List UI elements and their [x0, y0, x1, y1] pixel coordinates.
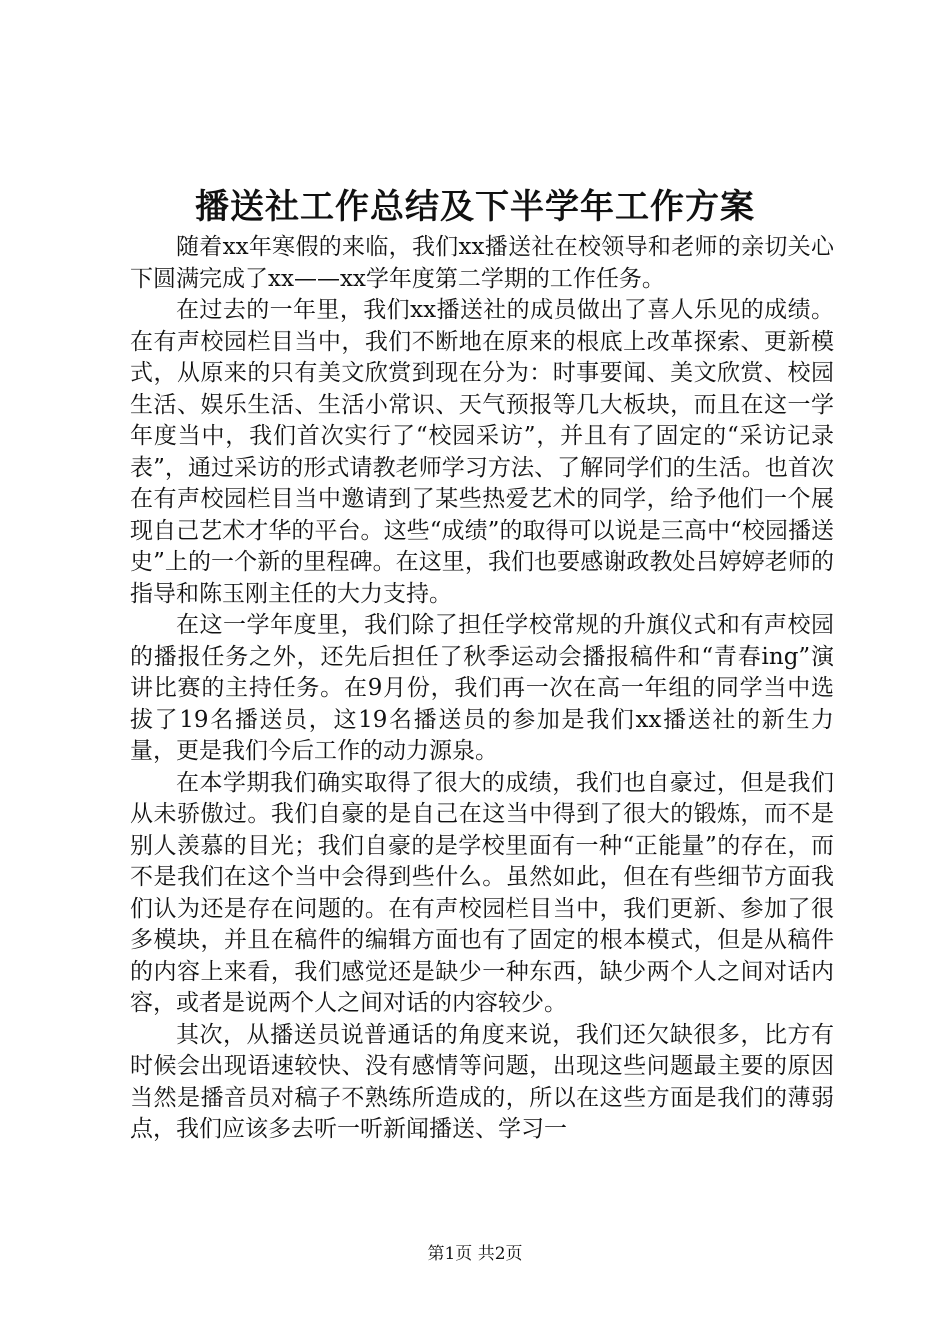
document-title: 播送社工作总结及下半学年工作方案 — [195, 187, 755, 227]
document-body — [130, 232, 834, 1146]
page-number-footer: 第1页 共2页 — [427, 1244, 523, 1264]
paragraph-4: 在本学期我们确实取得了很大的成绩，我们也自豪过，但是我们从未骄傲过。我们自豪的是自己在这当中得到了很大的锻炼，而不是别人羡慕的目光；我们自豪的是学校里面有一种“正能量”的存在，而不是我们在这个当中会得到些什么。虽然如此，但在有些细节方面我们认为还是存在问题的。在有声校园栏目当中，我们更新、参加了很多模块，并且在稿件的编辑方面也有了固定的根本模式，但是从稿件的内容上来看，我们感觉还是缺少一种东西，缺少两个人之间对话内容，或者是说两个人之间对话的内容较少。 — [130, 769, 834, 1016]
paragraph-1: 随着xx年寒假的来临，我们xx播送社在校领导和老师的亲切关心下圆满完成了xx——xx学年度第二学期的工作任务。 — [130, 234, 834, 292]
paragraph-2: 在过去的一年里，我们xx播送社的成员做出了喜人乐见的成绩。在有声校园栏目当中，我们不断地在原来的根底上改革探索、更新模式，从原来的只有美文欣赏到现在分为：时事要闻、美文欣赏、校园生活、娱乐生活、生活小常识、天气预报等几大板块，而且在这一学年度当中，我们首次实行了“校园采访”，并且有了固定的“采访记录表”，通过采访的形式请教老师学习方法、了解同学们的生活。也首次在有声校园栏目当中邀请到了某些热爱艺术的同学，给予他们一个展现自己艺术才华的平台。这些“成绩”的取得可以说是三高中“校园播送史”上的一个新的里程碑。在这里，我们也要感谢政教处吕婷婷老师的指导和陈玉刚主任的大力支持。 — [130, 297, 834, 607]
paragraph-3: 在这一学年度里，我们除了担任学校常规的升旗仪式和有声校园的播报任务之外，还先后担任了秋季运动会播报稿件和“青春ing”演讲比赛的主持任务。在9月份，我们再一次在高一年组的同学当中选拔了19名播送员，这19名播送员的参加是我们xx播送社的新生力量，更是我们今后工作的动力源泉。 — [130, 612, 834, 764]
paragraph-5: 其次，从播送员说普通话的角度来说，我们还欠缺很多，比方有时候会出现语速较快、没有感情等问题，出现这些问题最主要的原因当然是播音员对稿子不熟练所造成的，所以在这些方面是我们的薄弱点，我们应该多去听一听新闻播送、学习一 — [130, 1021, 834, 1142]
